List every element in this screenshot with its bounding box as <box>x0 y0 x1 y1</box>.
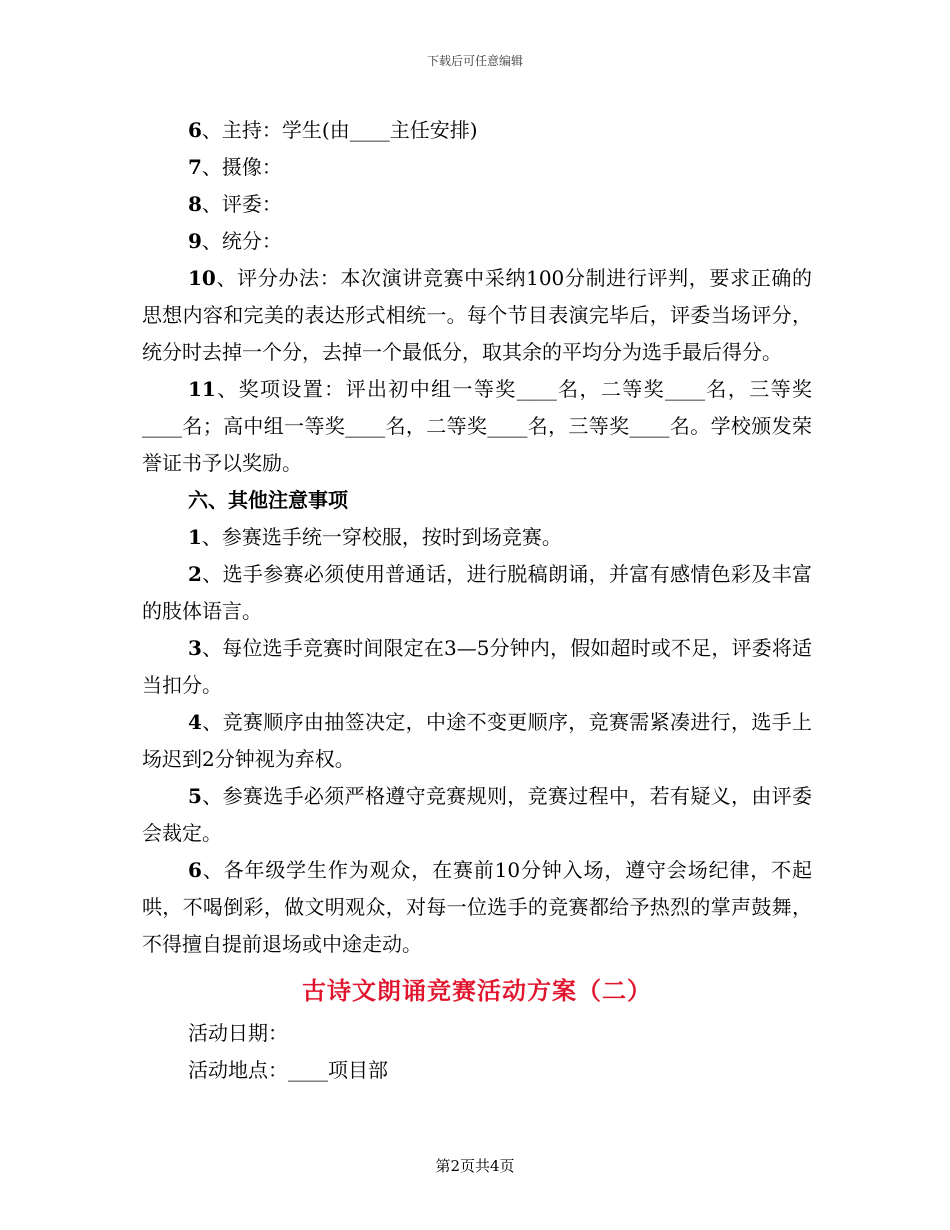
item-10 <box>142 260 812 371</box>
section-heading: 六、其他注意事项 <box>188 488 348 512</box>
item-number: 10 <box>188 266 216 290</box>
item-text: 、奖项设置：评出初中组一等奖____名，二等奖____名，三等奖____名；高中组一等奖____名，二等奖____名，三等奖____名。学校颁发荣誉证书予以奖励。 <box>142 377 812 475</box>
note-number: 4 <box>188 710 202 734</box>
item-text: 、摄像： <box>201 155 282 179</box>
item-number: 6 <box>188 118 202 142</box>
note-text: 、参赛选手必须严格遵守竞赛规则，竞赛过程中，若有疑义，由评委会裁定。 <box>142 784 812 845</box>
note-number: 1 <box>188 525 202 549</box>
item-number: 9 <box>188 229 202 253</box>
note-1 <box>142 519 812 556</box>
item-11 <box>142 371 812 482</box>
note-text: 、选手参赛必须使用普通话，进行脱稿朗诵，并富有感情色彩及丰富的肢体语言。 <box>142 562 812 623</box>
note-text: 、竞赛顺序由抽签决定，中途不变更顺序，竞赛需紧凑进行，选手上场迟到2分钟视为弃权。 <box>142 710 812 771</box>
note-3 <box>142 630 812 704</box>
note-number: 2 <box>188 562 202 586</box>
item-6 <box>142 112 812 149</box>
note-number: 3 <box>188 636 202 660</box>
note-text: 、参赛选手统一穿校服，按时到场竞赛。 <box>201 525 562 549</box>
item-text: 、统分： <box>201 229 282 253</box>
note-5 <box>142 778 812 852</box>
item-text: 、主持：学生(由____主任安排) <box>201 118 478 142</box>
note-number: 5 <box>188 784 202 808</box>
activity-place: 活动地点：____项目部 <box>188 1058 388 1082</box>
note-2 <box>142 556 812 630</box>
note-number: 6 <box>188 858 202 882</box>
item-number: 11 <box>188 377 216 401</box>
item-text: 、评委： <box>201 192 282 216</box>
note-text: 、每位选手竞赛时间限定在3—5分钟内，假如超时或不足，评委将适当扣分。 <box>142 636 812 697</box>
note-text: 、各年级学生作为观众，在赛前10分钟入场，遵守会场纪律，不起哄，不喝倒彩，做文明观众，对每一位选手的竞赛都给予热烈的掌声鼓舞，不得擅自提前退场或中途走动。 <box>142 858 812 956</box>
item-number: 7 <box>188 155 202 179</box>
page-header: 下载后可任意编辑 <box>426 54 523 68</box>
item-number: 8 <box>188 192 202 216</box>
document-body <box>142 112 812 1089</box>
note-4 <box>142 704 812 778</box>
note-6 <box>142 852 812 963</box>
item-7 <box>142 149 812 186</box>
item-8 <box>142 186 812 223</box>
item-text: 、评分办法：本次演讲竞赛中采纳100分制进行评判，要求正确的思想内容和完美的表达形式相统一。每个节目表演完毕后，评委当场评分，统分时去掉一个分，去掉一个最低分，取其余的平均分为选手最后得分。 <box>142 266 812 364</box>
document-title: 古诗文朗诵竞赛活动方案（二） <box>302 976 652 1005</box>
page-footer: 第2页共4页 <box>435 1157 515 1175</box>
item-9 <box>142 223 812 260</box>
activity-date: 活动日期： <box>188 1021 288 1045</box>
